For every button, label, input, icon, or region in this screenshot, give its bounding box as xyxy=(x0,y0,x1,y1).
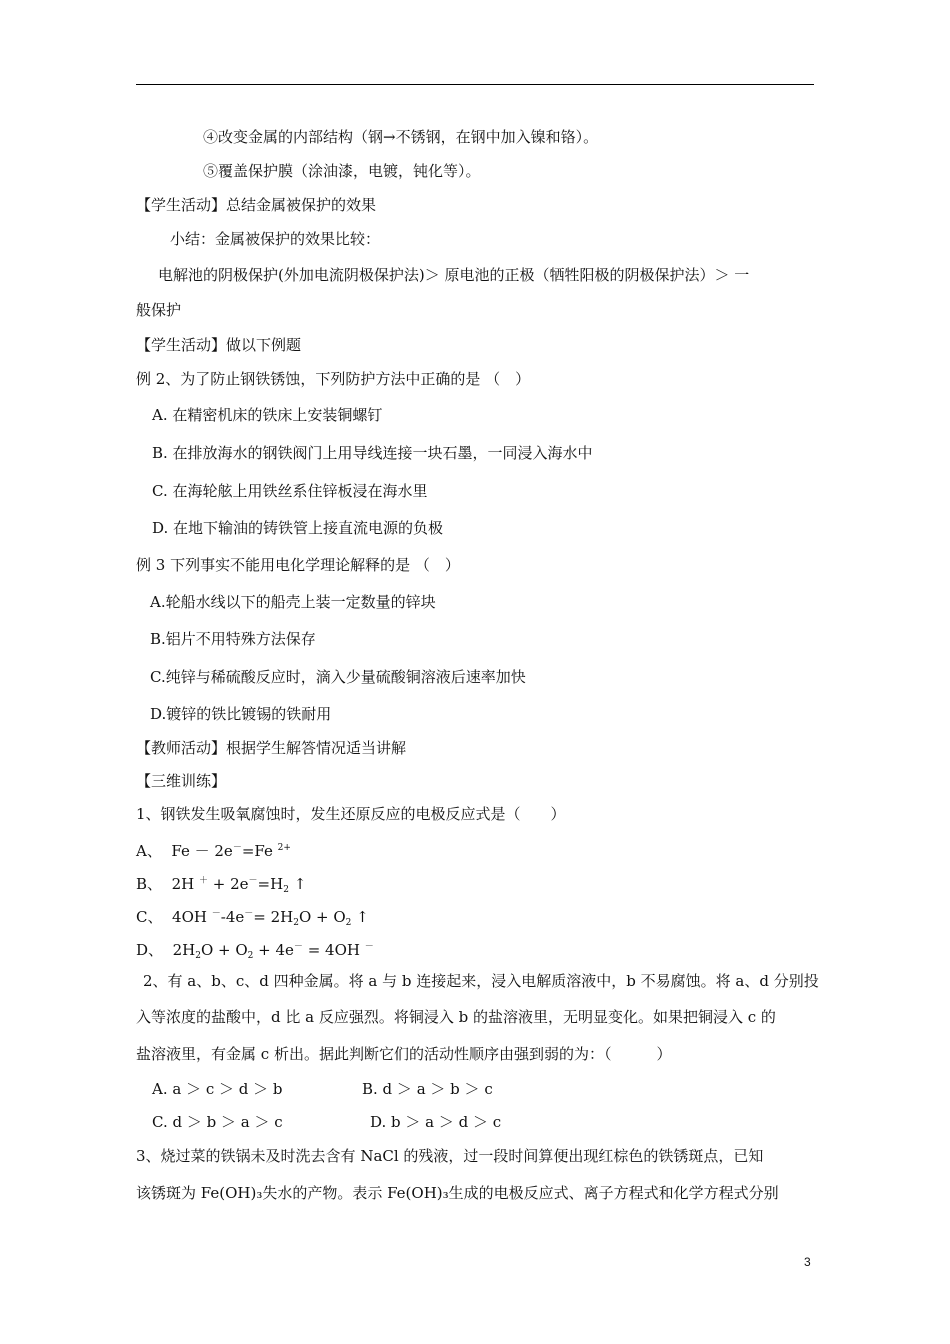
header-rule xyxy=(136,84,814,85)
question-stem: 入等浓度的盐酸中，d 比 a 反应强烈。将铜浸入 b 的盐溶液里，无明显变化。如果把铜浸入 c 的 xyxy=(136,1008,776,1026)
question-option: C. d ＞ b ＞ a ＞ c xyxy=(152,1113,283,1131)
equation-option-a: A、 Fe － 2e－=Fe $^{2+}$ xyxy=(136,842,291,860)
text-line: ⑤覆盖保护膜（涂油漆，电镀，钝化等）。 xyxy=(203,162,481,180)
question-option: C.纯锌与稀硫酸反应时，滴入少量硫酸铜溶液后速率加快 xyxy=(150,668,526,686)
text-line: ④改变金属的内部结构（钢→不锈钢，在钢中加入镍和铬）。 xyxy=(203,128,599,146)
question-option: D. b ＞ a ＞ d ＞ c xyxy=(370,1113,502,1131)
question-stem: 1、钢铁发生吸氧腐蚀时，发生还原反应的电极反应式是（ ） xyxy=(136,805,566,823)
question-stem: 3、烧过菜的铁锅未及时洗去含有 NaCl 的残液，过一段时间算便出现红棕色的铁锈斑点，已知 xyxy=(136,1147,764,1165)
question-option: B. 在排放海水的钢铁阀门上用导线连接一块石墨，一同浸入海水中 xyxy=(152,444,593,462)
text-line: 电解池的阴极保护(外加电流阴极保护法)＞ 原电池的正极（牺牲阳极的阴极保护法）＞ 一 xyxy=(158,266,750,284)
section-heading: 【学生活动】做以下例题 xyxy=(136,336,302,354)
question-option: B. d ＞ a ＞ b ＞ c xyxy=(362,1080,493,1098)
equation-option-d: D、 $2H_2O + O_2 + 4e^- = 4OH$ － xyxy=(136,941,374,961)
question-stem: 例 2、为了防止钢铁锈蚀，下列防护方法中正确的是 （ ） xyxy=(136,370,531,388)
text-line: 小结：金属被保护的效果比较： xyxy=(170,230,381,248)
question-option: A. a ＞ c ＞ d ＞ b xyxy=(152,1080,283,1098)
question-option: D. 在地下输油的铸铁管上接直流电源的负极 xyxy=(152,519,444,537)
section-heading: 【教师活动】根据学生解答情况适当讲解 xyxy=(136,739,407,757)
question-option: A.轮船水线以下的船壳上装一定数量的锌块 xyxy=(150,593,436,611)
question-stem: 盐溶液里，有金属 c 析出。据此判断它们的活动性顺序由强到弱的为：（ ） xyxy=(136,1045,672,1063)
text-line: 般保护 xyxy=(136,301,182,319)
section-heading: 【学生活动】总结金属被保护的效果 xyxy=(136,196,377,214)
equation-option-b: B、 2H $^+ + 2e^-=H_2$ ↑ xyxy=(136,875,307,895)
section-heading: 【三维训练】 xyxy=(136,772,227,790)
question-option: B.铝片不用特殊方法保存 xyxy=(150,630,316,648)
question-stem: 2、有 a、b、c、d 四种金属。将 a 与 b 连接起来，浸入电解质溶液中，b 不易腐蚀。将 a、d 分别投 xyxy=(143,972,819,990)
question-option: D.镀锌的铁比镀锡的铁耐用 xyxy=(150,705,332,723)
equation-option-c: C、 4OH $^--4e^-= 2H_2O + O_2$ ↑ xyxy=(136,908,369,928)
page-number: 3 xyxy=(804,1255,811,1269)
question-stem: 例 3 下列事实不能用电化学理论解释的是 （ ） xyxy=(136,556,460,574)
question-option: C. 在海轮舷上用铁丝系住锌板浸在海水里 xyxy=(152,482,428,500)
question-option: A. 在精密机床的铁床上安装铜螺钉 xyxy=(152,406,383,424)
question-stem: 该锈斑为 Fe(OH)₃失水的产物。表示 Fe(OH)₃生成的电极反应式、离子方程式和化学方程式分别 xyxy=(136,1184,779,1202)
